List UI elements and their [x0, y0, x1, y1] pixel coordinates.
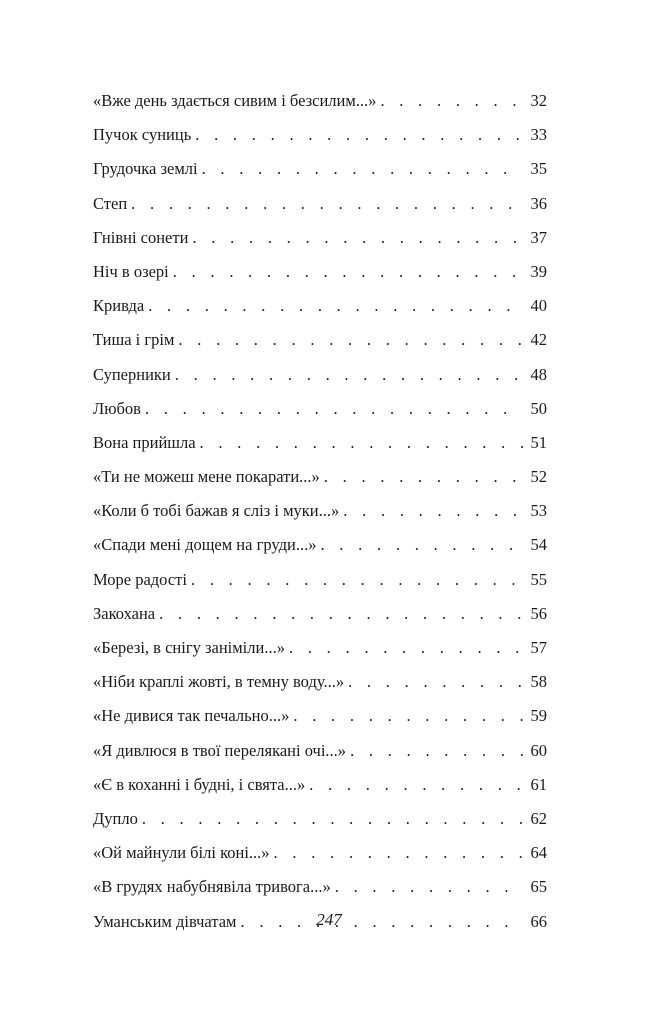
- toc-entry[interactable]: [93, 221, 547, 255]
- dot-leader: [309, 768, 523, 802]
- toc-entry[interactable]: [93, 187, 547, 221]
- toc-entry[interactable]: [93, 118, 547, 152]
- toc-entry-title: Тиша і грім: [93, 330, 175, 350]
- toc-entry[interactable]: [93, 699, 547, 733]
- dot-leader: [191, 563, 523, 597]
- toc-entry-title: Степ: [93, 193, 128, 213]
- table-of-contents: [93, 84, 547, 939]
- dot-leader: [289, 631, 523, 665]
- toc-entry-page: 55: [530, 569, 547, 589]
- toc-entry-page: 40: [530, 296, 547, 316]
- toc-entry-title: «Не дивися так печально...»: [93, 706, 290, 726]
- toc-entry-page: 56: [530, 603, 547, 623]
- toc-entry-page: 32: [530, 91, 547, 110]
- toc-entry[interactable]: [93, 631, 547, 665]
- dot-leader: [192, 221, 523, 255]
- toc-entry[interactable]: [93, 563, 547, 597]
- dot-leader: [195, 118, 523, 152]
- toc-entry-title: Вона прийшла: [93, 432, 196, 452]
- toc-entry-title: Уманським дівчатам: [93, 911, 237, 931]
- toc-entry-title: Море радості: [93, 569, 187, 589]
- toc-entry[interactable]: [93, 392, 547, 426]
- toc-entry-page: 64: [530, 843, 547, 863]
- toc-entry-title: «Ой майнули білі коні...»: [93, 843, 270, 863]
- page-number: 247: [316, 910, 342, 929]
- dot-leader: [202, 152, 523, 186]
- toc-entry[interactable]: [93, 768, 547, 802]
- dot-leader: [145, 392, 523, 426]
- dot-leader: [148, 289, 523, 323]
- toc-entry-page: 39: [530, 261, 547, 281]
- toc-entry-page: 42: [530, 330, 547, 350]
- toc-entry[interactable]: [93, 255, 547, 289]
- toc-entry[interactable]: [93, 802, 547, 836]
- toc-entry[interactable]: [93, 358, 547, 392]
- toc-entry[interactable]: [93, 597, 547, 631]
- dot-leader: [335, 870, 523, 904]
- toc-entry-title: Грудочка землі: [93, 159, 198, 179]
- toc-entry-page: 58: [530, 672, 547, 692]
- toc-entry-page: 66: [530, 911, 547, 931]
- toc-entry-title: «Березі, в снігу заніміли...»: [93, 638, 285, 657]
- dot-leader: [142, 802, 523, 836]
- toc-entry[interactable]: [93, 460, 547, 494]
- toc-entry-title: Гнівні сонети: [93, 227, 189, 247]
- dot-leader: [320, 528, 523, 562]
- dot-leader: [131, 187, 523, 221]
- toc-entry-page: 62: [530, 808, 547, 828]
- toc-entry[interactable]: [93, 289, 547, 323]
- dot-leader: [293, 699, 523, 733]
- toc-entry-page: 57: [530, 638, 547, 657]
- dot-leader: [175, 358, 523, 392]
- toc-entry[interactable]: [93, 494, 547, 528]
- toc-entry-title: «Коли б тобі бажав я сліз і муки...»: [93, 501, 340, 521]
- toc-entry-title: «В грудях набубнявіла тривога...»: [93, 877, 331, 897]
- toc-entry-title: «Ти не можеш мене покарати...»: [93, 467, 320, 487]
- toc-entry-title: «Спади мені дощем на груди...»: [93, 535, 317, 555]
- toc-entry[interactable]: [93, 84, 547, 118]
- toc-entry-title: Закохана: [93, 603, 156, 623]
- toc-entry[interactable]: [93, 528, 547, 562]
- toc-entry-page: 52: [530, 467, 547, 487]
- toc-entry-page: 35: [530, 159, 547, 179]
- toc-entry[interactable]: [93, 665, 547, 699]
- toc-entry[interactable]: [93, 323, 547, 357]
- toc-entry-title: Суперники: [93, 364, 171, 384]
- toc-entry-page: 50: [530, 398, 547, 418]
- toc-entry-title: Пучок суниць: [93, 125, 192, 145]
- toc-entry-page: 37: [530, 227, 547, 247]
- toc-entry-page: 59: [530, 706, 547, 726]
- toc-entry-page: 48: [530, 364, 547, 384]
- dot-leader: [159, 597, 523, 631]
- dot-leader: [178, 323, 523, 357]
- dot-leader: [274, 836, 523, 870]
- toc-entry-page: 61: [530, 774, 547, 794]
- toc-entry-title: Любов: [93, 398, 141, 418]
- dot-leader: [380, 84, 523, 118]
- toc-entry-page: 53: [530, 501, 547, 521]
- dot-leader: [173, 255, 523, 289]
- toc-entry[interactable]: [93, 426, 547, 460]
- toc-entry-page: 65: [530, 877, 547, 897]
- dot-leader: [324, 460, 523, 494]
- toc-entry-title: Кривда: [93, 296, 145, 316]
- toc-entry-title: «Є в коханні і будні, і свята...»: [93, 774, 306, 794]
- dot-leader: [200, 426, 523, 460]
- toc-entry[interactable]: [93, 152, 547, 186]
- dot-leader: [343, 494, 523, 528]
- toc-entry-page: 54: [530, 535, 547, 555]
- toc-entry-page: 51: [530, 432, 547, 452]
- toc-entry-page: 36: [530, 193, 547, 213]
- toc-entry-title: Ніч в озері: [93, 261, 169, 281]
- dot-leader: [350, 734, 523, 768]
- toc-entry-page: 33: [530, 125, 547, 145]
- toc-entry-page: 60: [530, 740, 547, 760]
- toc-entry-title: «Ніби краплі жовті, в темну воду...»: [93, 672, 345, 692]
- toc-entry-title: Дупло: [93, 808, 138, 828]
- toc-entry-title: «Вже день здається сивим і безсилим...»: [93, 91, 377, 110]
- toc-entry[interactable]: [93, 870, 547, 904]
- toc-entry[interactable]: [93, 836, 547, 870]
- dot-leader: [348, 665, 523, 699]
- toc-entry[interactable]: [93, 734, 547, 768]
- toc-entry-title: «Я дивлюся в твої перелякані очі...»: [93, 740, 347, 760]
